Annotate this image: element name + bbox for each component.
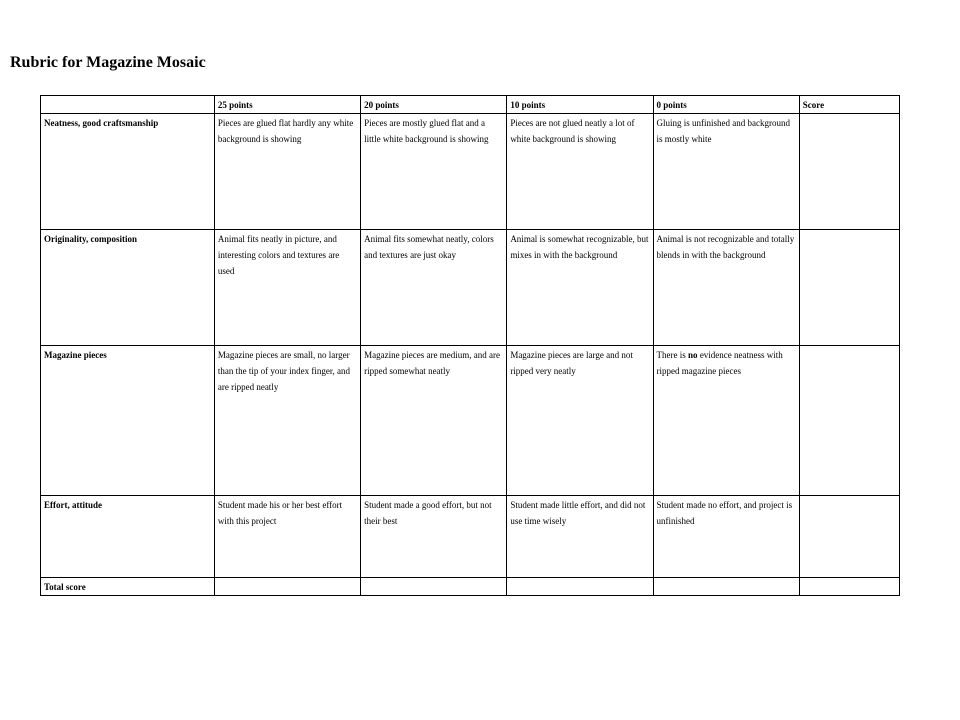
neatness-score-cell: [799, 114, 899, 230]
magazine-20-points-cell: Magazine pieces are medium, and are ripped somewhat neatly: [361, 346, 507, 496]
magazine-0-text-after: evidence neatness with ripped magazine pieces: [656, 350, 783, 376]
header-20-points: 20 points: [361, 96, 507, 114]
effort-20-points-cell: Student made a good effort, but not their best: [361, 496, 507, 578]
neatness-0-points-cell: Gluing is unfinished and background is mostly white: [653, 114, 799, 230]
neatness-25-points-cell: Pieces are glued flat hardly any white background is showing: [214, 114, 360, 230]
originality-25-points-cell: Animal fits neatly in picture, and interesting colors and textures are used: [214, 230, 360, 346]
total-25-points-cell: [214, 578, 360, 596]
page-title: Rubric for Magazine Mosaic: [10, 54, 206, 71]
table-row-magazine-pieces: [41, 346, 900, 496]
effort-score-cell: [799, 496, 899, 578]
effort-0-points-cell: Student made no effort, and project is unfinished: [653, 496, 799, 578]
total-score-label: Total score: [41, 578, 215, 596]
criteria-label-magazine-pieces: Magazine pieces: [41, 346, 215, 496]
effort-25-points-cell: Student made his or her best effort with this project: [214, 496, 360, 578]
magazine-0-text-before: There is: [656, 350, 689, 360]
magazine-10-points-cell: Magazine pieces are large and not ripped very neatly: [507, 346, 653, 496]
table-row-effort: [41, 496, 900, 578]
header-10-points: 10 points: [507, 96, 653, 114]
originality-10-points-cell: Animal is somewhat recognizable, but mixes in with the background: [507, 230, 653, 346]
header-25-points: 25 points: [214, 96, 360, 114]
magazine-0-points-cell: [653, 346, 799, 496]
total-0-points-cell: [653, 578, 799, 596]
neatness-10-points-cell: Pieces are not glued neatly a lot of white background is showing: [507, 114, 653, 230]
header-criteria-cell: [41, 96, 215, 114]
table-row-neatness: [41, 114, 900, 230]
total-score-cell: [799, 578, 899, 596]
neatness-20-points-cell: Pieces are mostly glued flat and a little white background is showing: [361, 114, 507, 230]
rubric-table: [40, 95, 900, 596]
magazine-25-points-cell: Magazine pieces are small, no larger than the tip of your index finger, and are ripped neatly: [214, 346, 360, 496]
header-row: [41, 96, 900, 114]
criteria-label-neatness: Neatness, good craftsmanship: [41, 114, 215, 230]
magazine-score-cell: [799, 346, 899, 496]
criteria-label-originality: Originality, composition: [41, 230, 215, 346]
effort-10-points-cell: Student made little effort, and did not use time wisely: [507, 496, 653, 578]
criteria-label-effort: Effort, attitude: [41, 496, 215, 578]
table-row-originality: [41, 230, 900, 346]
header-score: Score: [799, 96, 899, 114]
magazine-0-text-emphasis: no: [688, 350, 698, 360]
total-10-points-cell: [507, 578, 653, 596]
originality-0-points-cell: Animal is not recognizable and totally blends in with the background: [653, 230, 799, 346]
originality-20-points-cell: Animal fits somewhat neatly, colors and textures are just okay: [361, 230, 507, 346]
table-row-total-score: [41, 578, 900, 596]
header-0-points: 0 points: [653, 96, 799, 114]
total-20-points-cell: [361, 578, 507, 596]
originality-score-cell: [799, 230, 899, 346]
